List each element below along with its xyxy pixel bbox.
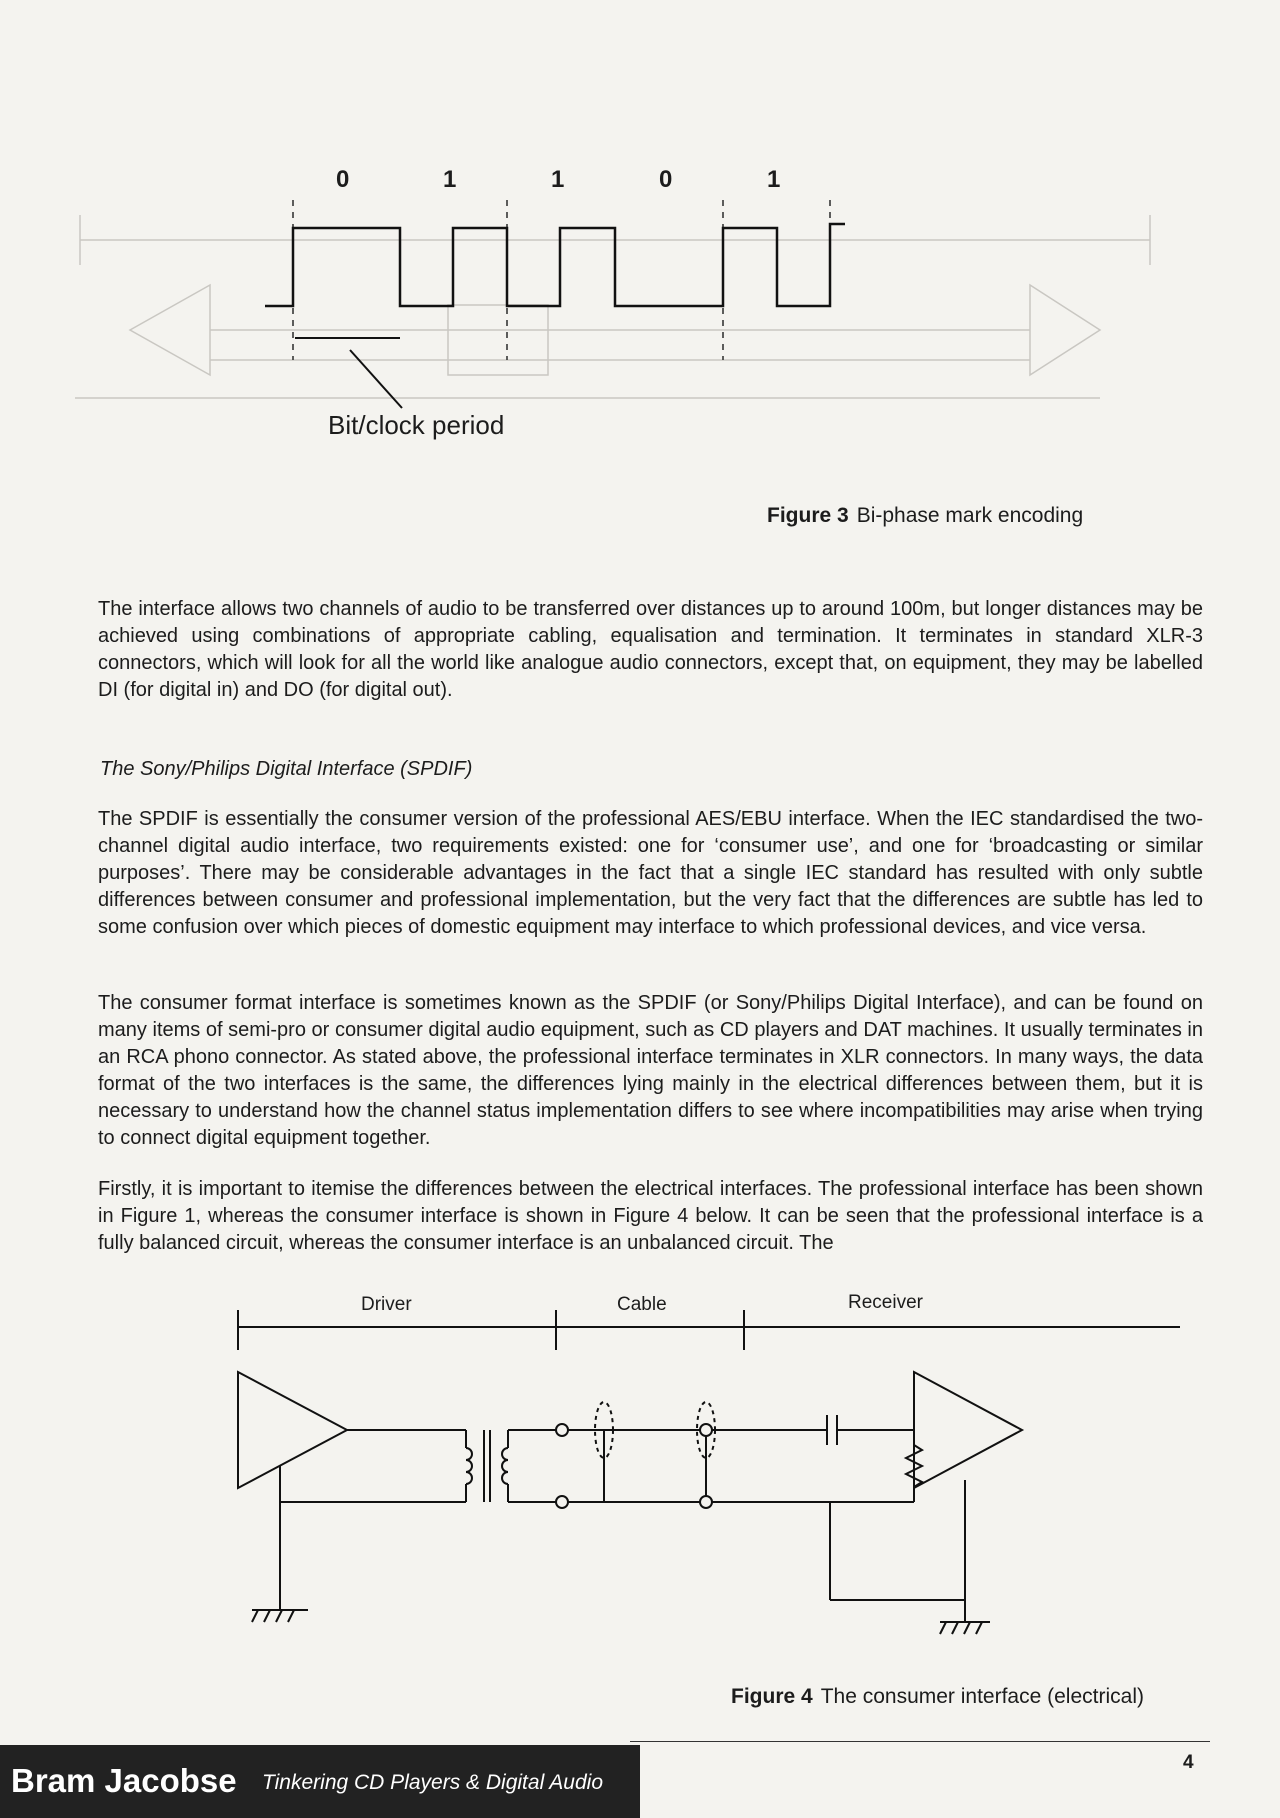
driver-signal-terminal <box>556 1424 568 1436</box>
cable-label: Cable <box>617 1294 667 1315</box>
bit-label-4: 0 <box>659 166 673 193</box>
receiver-signal-terminal <box>700 1424 712 1436</box>
driver-return-terminal <box>556 1496 568 1508</box>
bit-label-3: 1 <box>551 166 565 193</box>
figure-4 <box>0 1270 1280 1670</box>
figure-4-caption-text: The consumer interface (electrical) <box>820 1685 1144 1708</box>
receiver-return-terminal <box>700 1496 712 1508</box>
book-subtitle: Tinkering CD Players & Digital Audio <box>262 1771 604 1794</box>
show-through-background <box>75 215 1150 398</box>
page-number: 4 <box>1183 1752 1194 1773</box>
bit-label-2: 1 <box>443 166 457 193</box>
receiver-amplifier <box>914 1372 1022 1488</box>
figure-3-caption-label: Figure 3 <box>767 504 849 527</box>
bit-boundaries <box>293 200 830 360</box>
figure-3-caption-text: Bi-phase mark encoding <box>856 504 1084 527</box>
footer-divider <box>630 1741 1210 1742</box>
author-name: Bram Jacobse <box>11 1762 237 1799</box>
driver-label: Driver <box>361 1294 412 1315</box>
receiver-label: Receiver <box>848 1292 923 1313</box>
transformer-secondary <box>502 1448 508 1484</box>
pointer-line <box>350 350 402 408</box>
paragraph-spdif-consumer: The SPDIF is essentially the consumer version of the professional AES/EBU interface. When the IEC standardised the two-channel digital audio interface, two requirements existed: one for ‘consumer use’, and one for ‘broadcasting or similar purposes’. There may be considerable advantages in the fact that a single IEC standard has resulted with only subtle differences between consumer and professional implementation, but the very fact that the differences are subtle has led to some confusion over which pieces of domestic equipment may interface to which professional devices, and vice versa. <box>98 808 1203 938</box>
figure-4-caption-label: Figure 4 <box>731 1685 813 1708</box>
transformer-primary <box>466 1448 472 1484</box>
bitstream-waveform <box>265 224 845 306</box>
paragraph-electrical-differences: Firstly, it is important to itemise the differences between the electrical interfaces. The professional interface has been shown in Figure 1, whereas the consumer interface is shown in Figure 4 below. It can be seen that the professional interface is a fully balanced circuit, whereas the consumer interface is an unbalanced circuit. The <box>98 1178 1203 1254</box>
paragraph-consumer-format: The consumer format interface is sometimes known as the SPDIF (or Sony/Philips Digital Interface), and can be found on many items of semi-pro or consumer digital audio equipment, such as CD players and DAT machines. It usually terminates in an RCA phono connector. As stated above, the professional interface terminates in XLR connectors. In many ways, the data format of the two interfaces is the same, the differences lying mainly in the electrical differences between them, but it is necessary to understand how the channel status implementation differs to see where incompatibilities may arise when trying to connect digital equipment together. <box>98 992 1203 1149</box>
consumer-interface-circuit <box>0 1270 1280 1670</box>
figure-3-caption <box>767 504 1083 528</box>
bit-label-5: 1 <box>767 166 781 193</box>
figure-3 <box>0 0 1280 560</box>
driver-amplifier <box>238 1372 347 1488</box>
figure-4-caption <box>731 1685 1144 1709</box>
paragraph-intro: The interface allows two channels of audio to be transferred over distances up to around 100m, but longer distances may be achieved using combinations of appropriate cabling, equalisation and termination. It terminates in standard XLR-3 connectors, which will look for all the world like analogue audio connectors, except that, on equipment, they may be labelled DI (for digital in) and DO (for digital out). <box>98 598 1203 701</box>
bit-clock-period-label: Bit/clock period <box>328 410 505 440</box>
biphase-waveform-diagram <box>0 0 1280 560</box>
section-heading-spdif: The Sony/Philips Digital Interface (SPDIF) <box>100 758 473 780</box>
bit-label-1: 0 <box>336 166 350 193</box>
